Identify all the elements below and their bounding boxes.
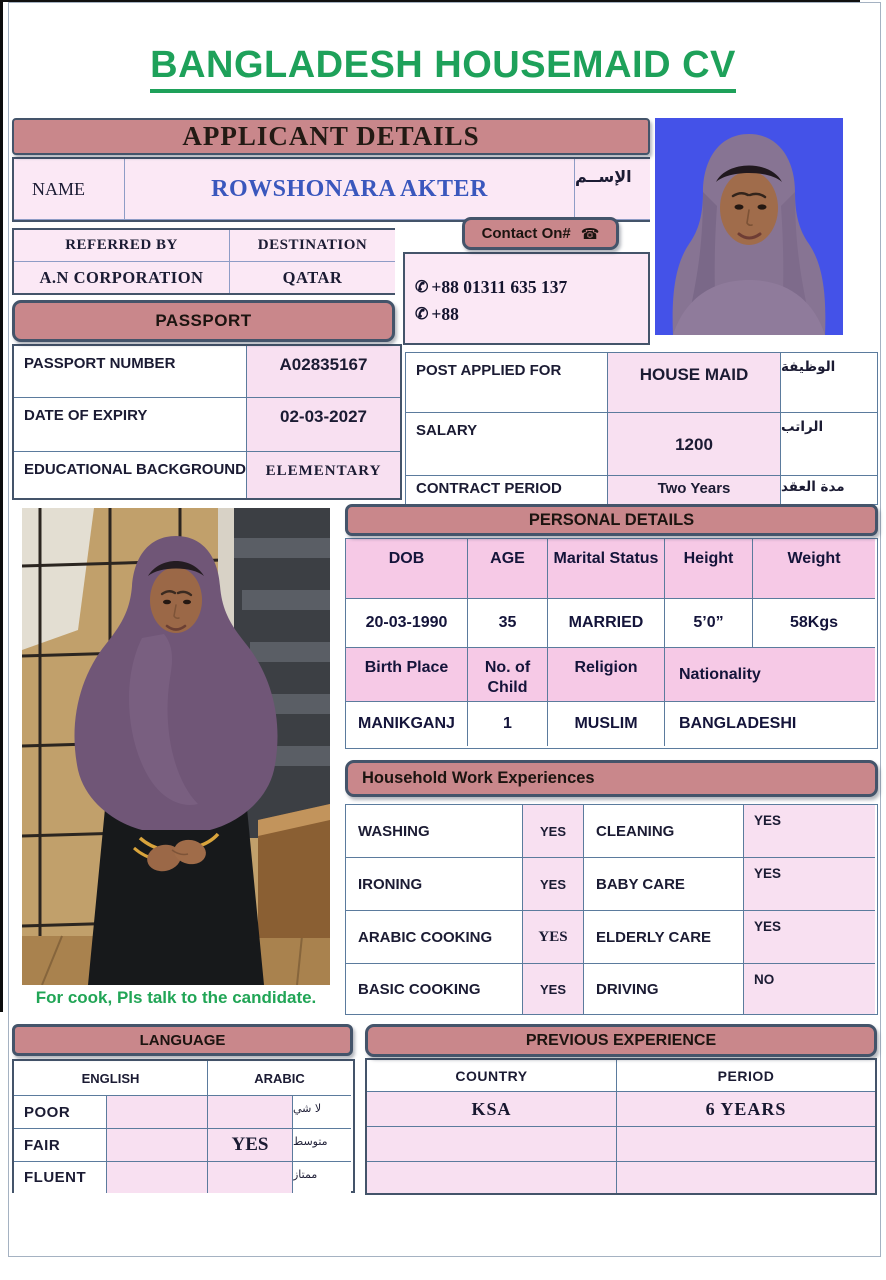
- baby-care-value: YES: [744, 858, 875, 911]
- fair-label: FAIR: [14, 1129, 107, 1162]
- phone-number-line: [415, 274, 648, 301]
- poor-arabic-cell: [208, 1096, 293, 1129]
- personal-details-header-text: PERSONAL DETAILS: [528, 510, 695, 529]
- post-applied-arabic-label: الوظيفة: [781, 353, 877, 413]
- fair-english-cell: [107, 1129, 208, 1162]
- applicant-details-header-text: APPLICANT DETAILS: [182, 121, 480, 151]
- post-applied-label: POST APPLIED FOR: [406, 353, 608, 413]
- fair-arabic-label: متوسط: [293, 1129, 351, 1162]
- passport-number-value: A02835167: [247, 346, 400, 398]
- english-column-header: ENGLISH: [14, 1061, 208, 1096]
- application-table: [405, 352, 878, 505]
- contact-header-text: Contact On#: [481, 225, 571, 242]
- dob-header: DOB: [346, 539, 468, 599]
- weight-value: 58Kgs: [753, 599, 875, 648]
- baby-care-label: BABY CARE: [584, 858, 744, 911]
- contract-period-arabic-label: مدة العقد: [781, 476, 877, 504]
- referred-by-label: REFERRED BY: [14, 230, 230, 262]
- birth-place-value: MANIKGANJ: [346, 702, 468, 746]
- elderly-care-value: YES: [744, 911, 875, 964]
- cleaning-label: CLEANING: [584, 805, 744, 858]
- fluent-arabic-label: ممتاز: [293, 1162, 351, 1193]
- washing-label: WASHING: [346, 805, 523, 858]
- page-title-text: BANGLADESH HOUSEMAID CV: [150, 44, 736, 93]
- passport-number-label: PASSPORT NUMBER: [14, 346, 247, 398]
- birth-place-header: Birth Place: [346, 648, 468, 702]
- basic-cooking-value: YES: [523, 964, 584, 1014]
- post-applied-value: HOUSE MAID: [608, 353, 781, 413]
- poor-english-cell: [107, 1096, 208, 1129]
- weight-header: Weight: [753, 539, 875, 599]
- period-column-header: PERIOD: [617, 1060, 875, 1092]
- country-column-header: COUNTRY: [367, 1060, 617, 1092]
- phone-number: +88 01311 635 137: [431, 277, 568, 297]
- name-table: [12, 157, 650, 222]
- scan-edge-left: [0, 0, 3, 1012]
- passport-header: [12, 300, 395, 342]
- applicant-details-header: [12, 118, 650, 155]
- phone-line-icon: ✆: [415, 306, 429, 323]
- poor-arabic-label: لا شي: [293, 1096, 351, 1129]
- salary-label: SALARY: [406, 413, 608, 476]
- age-value: 35: [468, 599, 548, 648]
- period-empty-cell: [617, 1162, 875, 1193]
- contact-box: [403, 252, 650, 345]
- nationality-value: BANGLADESHI: [665, 702, 875, 746]
- phone-number-line: [415, 301, 648, 328]
- expiry-date-label: DATE OF EXPIRY: [14, 398, 247, 452]
- country-empty-cell: [367, 1162, 617, 1193]
- country-value: KSA: [367, 1092, 617, 1127]
- fair-arabic-cell: YES: [208, 1129, 293, 1162]
- applicant-full-body-illustration: [22, 508, 330, 985]
- fluent-label: FLUENT: [14, 1162, 107, 1193]
- personal-details-header: [345, 504, 878, 536]
- arabic-cooking-label: ARABIC COOKING: [346, 911, 523, 964]
- dob-value: 20-03-1990: [346, 599, 468, 648]
- cook-note: For cook, Pls talk to the candidate.: [35, 988, 317, 1007]
- language-table: [12, 1059, 355, 1193]
- washing-value: YES: [523, 805, 584, 858]
- destination-label: DESTINATION: [230, 230, 395, 262]
- country-empty-cell: [367, 1127, 617, 1162]
- phone-line-icon: ✆: [415, 279, 429, 296]
- arabic-column-header: ARABIC: [208, 1061, 351, 1096]
- education-value: ELEMENTARY: [247, 452, 400, 498]
- previous-experience-header-text: PREVIOUS EXPERIENCE: [525, 1031, 717, 1049]
- referral-table: [12, 228, 395, 295]
- language-header: [12, 1024, 353, 1056]
- applicant-passport-photo: [655, 118, 843, 335]
- name-value: ROWSHONARA AKTER: [125, 159, 575, 220]
- fluent-arabic-cell: [208, 1162, 293, 1193]
- applicant-portrait-illustration: [655, 118, 843, 335]
- period-empty-cell: [617, 1127, 875, 1162]
- applicant-full-body-photo: [22, 508, 330, 985]
- cleaning-value: YES: [744, 805, 875, 858]
- household-experience-table: [345, 804, 878, 1015]
- personal-details-table: [345, 538, 878, 749]
- nationality-header: Nationality: [665, 648, 875, 702]
- fluent-english-cell: [107, 1162, 208, 1193]
- ironing-label: IRONING: [346, 858, 523, 911]
- phone-number: +88: [431, 304, 459, 324]
- education-label: EDUCATIONAL BACKGROUND: [14, 452, 247, 498]
- page-title: [0, 44, 886, 93]
- previous-experience-header: [365, 1024, 877, 1057]
- name-label: NAME: [14, 159, 125, 220]
- contract-period-label: CONTRACT PERIOD: [406, 476, 608, 504]
- passport-table: [12, 344, 402, 500]
- household-experience-header-text: Household Work Experiences: [362, 769, 595, 787]
- height-header: Height: [665, 539, 753, 599]
- destination-value: QATAR: [230, 262, 395, 293]
- driving-label: DRIVING: [584, 964, 744, 1014]
- period-value: 6 YEARS: [617, 1092, 875, 1127]
- passport-header-text: PASSPORT: [155, 311, 252, 330]
- driving-value: NO: [744, 964, 875, 1014]
- contact-header: [462, 217, 619, 250]
- household-experience-header: [345, 760, 878, 797]
- expiry-date-value: 02-03-2027: [247, 398, 400, 452]
- child-count-value: 1: [468, 702, 548, 746]
- referred-by-value: A.N CORPORATION: [14, 262, 230, 293]
- name-label-arabic: الإســم: [575, 159, 650, 220]
- salary-arabic-label: الراتب: [781, 413, 877, 476]
- language-header-text: LANGUAGE: [139, 1031, 226, 1049]
- salary-value: 1200: [608, 413, 781, 476]
- religion-header: Religion: [548, 648, 665, 702]
- religion-value: MUSLIM: [548, 702, 665, 746]
- telephone-icon: ☎: [580, 225, 600, 243]
- age-header: AGE: [468, 539, 548, 599]
- basic-cooking-label: BASIC COOKING: [346, 964, 523, 1014]
- elderly-care-label: ELDERLY CARE: [584, 911, 744, 964]
- previous-experience-table: [365, 1058, 877, 1195]
- poor-label: POOR: [14, 1096, 107, 1129]
- child-count-header: No. of Child: [468, 648, 548, 702]
- marital-status-value: MARRIED: [548, 599, 665, 648]
- height-value: 5’0”: [665, 599, 753, 648]
- ironing-value: YES: [523, 858, 584, 911]
- marital-status-header: Marital Status: [548, 539, 665, 599]
- arabic-cooking-value: YES: [523, 911, 584, 964]
- contract-period-value: Two Years: [608, 476, 781, 504]
